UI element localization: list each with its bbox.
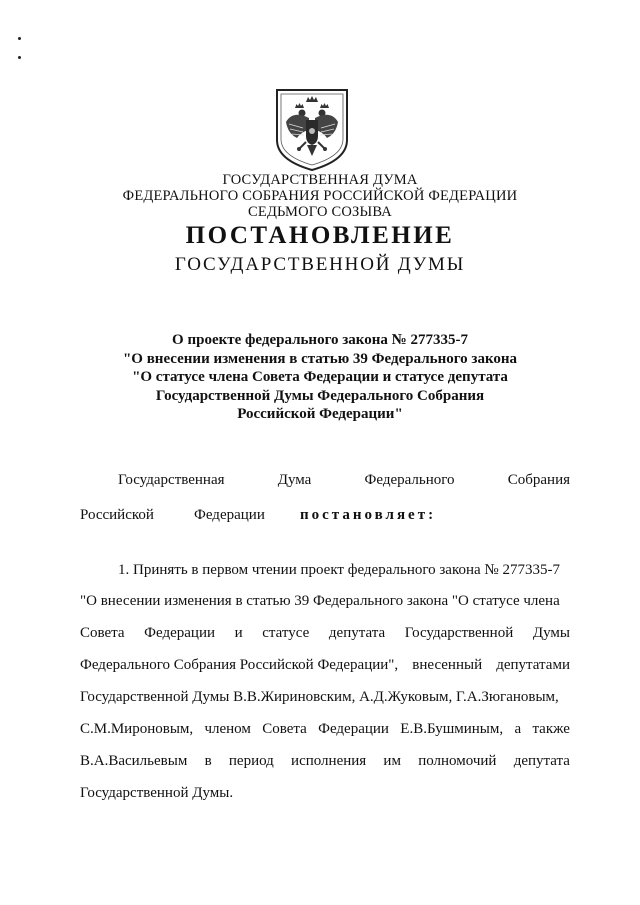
paragraph-word: статусе [262,625,310,641]
paragraph-text: 1. Принять в первом чтении проект федерального закона № 277335-7 [118,562,560,578]
scan-speck [18,56,21,59]
header-line-3: СЕДЬМОГО СОЗЫВА [248,204,392,220]
paragraph-word: Государственной [404,625,514,641]
paragraph-word: С.М.Мироновым, [80,721,194,737]
paragraph-word: период [228,753,274,769]
document-title: ПОСТАНОВЛЕНИЕ [185,222,455,249]
subject-line: Государственной Думы Федерального Собрания [155,387,485,404]
preamble-word: Государственная [118,472,225,488]
preamble-line-1 [118,471,570,489]
paragraph-word: внесенный [412,657,483,673]
paragraph-word: и [234,625,243,641]
paragraph-word: также [532,721,570,737]
resolution-subject [0,331,640,424]
paragraph-word: полномочий [418,753,497,769]
subject-line: "О статусе члена Совета Федерации и статусе депутата [132,369,508,386]
paragraph-word: Совета [80,625,125,641]
preamble-word: Собрания [507,472,570,488]
resolves-word: постановляет: [300,507,437,523]
header-line-2: ФЕДЕРАЛЬНОГО СОБРАНИЯ РОССИЙСКОЙ ФЕДЕРАЦИИ [122,188,518,204]
paragraph-line [80,784,570,802]
subject-line: "О внесении изменения в статью 39 Федерального закона [122,350,518,367]
paragraph-word: депутата [328,625,386,641]
paragraph-line [80,752,570,770]
subject-line: О проекте федерального закона № 277335-7 [172,332,468,348]
paragraph-word: Думы [532,625,570,641]
paragraph-word: им [383,753,401,769]
paragraph-text: "О внесении изменения в статью 39 Федерального закона "О статусе члена [80,593,560,609]
subject-line: Российской Федерации" [237,406,403,423]
coat-of-arms-icon [273,88,351,172]
preamble-word: Российской [80,507,154,523]
paragraph-line [118,561,570,579]
paragraph-word: Федерации [318,721,389,737]
paragraph-line [80,688,570,706]
preamble-word: Дума [277,472,312,488]
paragraph-word: Федерального Собрания Российской Федерации", [80,657,399,673]
paragraph-text: Государственной Думы В.В.Жириновским, А.Д.Жуковым, Г.А.Зюгановым, [80,689,559,705]
paragraph-line [80,656,570,674]
preamble-word: Федерации [194,507,265,523]
paragraph-word: Совета [262,721,307,737]
paragraph-word: депутатами [496,657,570,673]
header-line-1: ГОСУДАРСТВЕННАЯ ДУМА [222,172,418,188]
paragraph-word: депутата [513,753,570,769]
paragraph-line [80,592,570,610]
paragraph-line [80,624,570,642]
paragraph-word: исполнения [291,753,367,769]
paragraph-word: в [204,753,212,769]
paragraph-word: Е.В.Бушминым, [400,721,504,737]
paragraph-word: Федерации [144,625,216,641]
paragraph-line [80,720,570,738]
document-subtitle: ГОСУДАРСТВЕННОЙ ДУМЫ [174,254,466,275]
preamble-word: Федерального [364,472,455,488]
paragraph-text: Государственной Думы. [80,785,234,801]
paragraph-word: а [514,721,522,737]
scan-speck [18,37,21,40]
paragraph-word: В.А.Васильевым [80,753,188,769]
paragraph-word: членом [204,721,251,737]
